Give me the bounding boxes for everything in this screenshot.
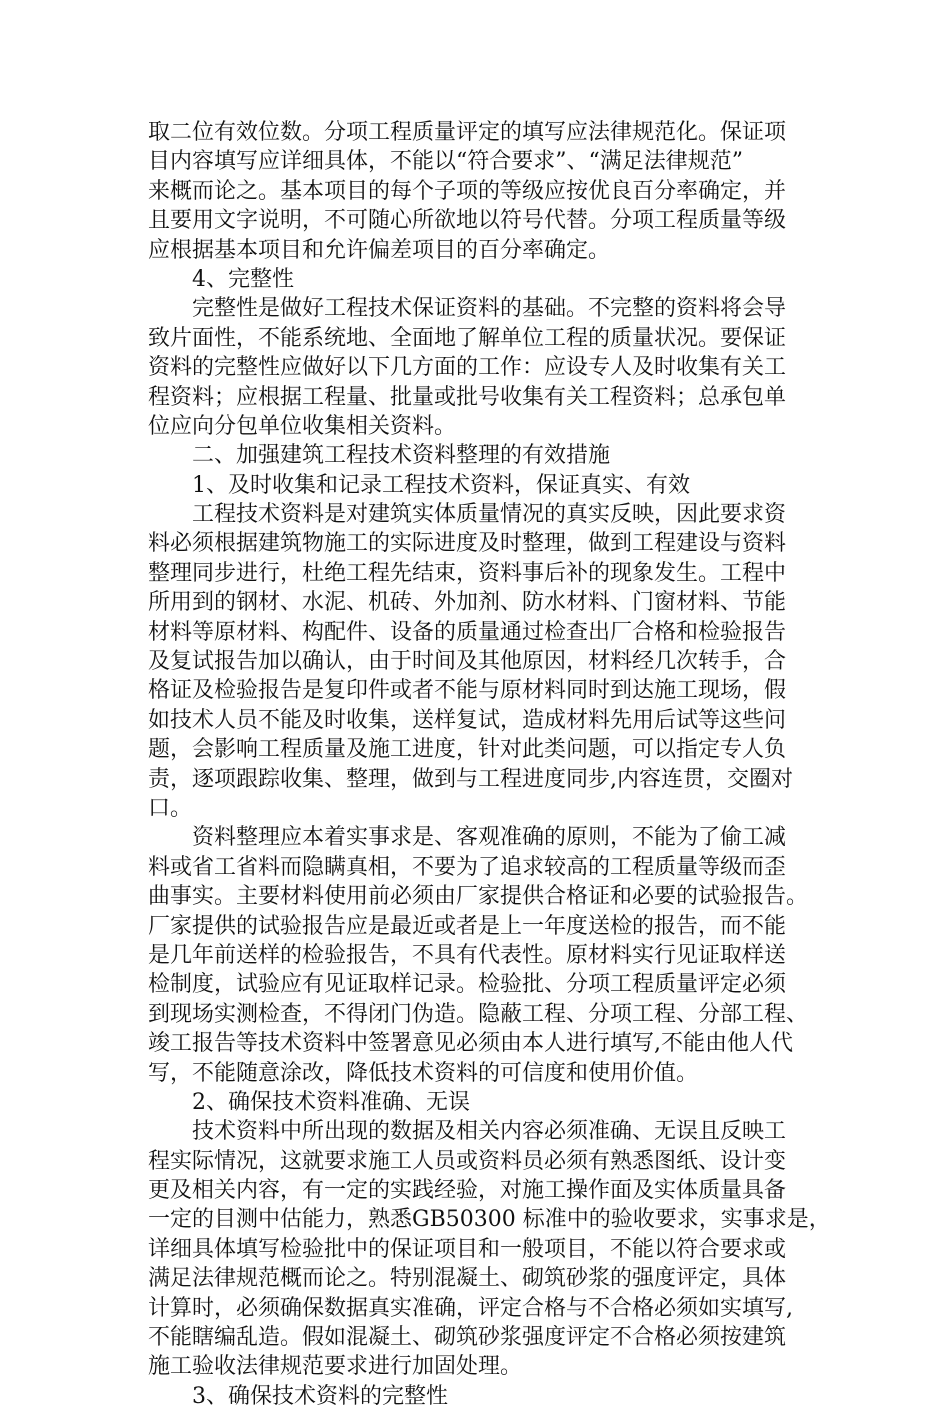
text-line: 不能瞎编乱造。假如混凝土、砌筑砂浆强度评定不合格必须按建筑	[148, 1325, 787, 1351]
text-line: 位应向分包单位收集相关资料。	[148, 413, 457, 439]
text-line: 满足法律规范概而论之。特别混凝土、砌筑砂浆的强度评定，具体	[148, 1266, 787, 1292]
text-line: 曲事实。主要材料使用前必须由厂家提供合格证和必要的试验报告。	[148, 884, 809, 910]
text-line: 如技术人员不能及时收集，送样复试，造成材料先用后试等这些问	[148, 707, 787, 733]
text-line: 口。	[148, 795, 193, 821]
text-line: 施工验收法律规范要求进行加固处理。	[148, 1354, 523, 1380]
text-line: 更及相关内容，有一定的实践经验，对施工操作面及实体质量具备	[148, 1178, 787, 1204]
text-line: 详细具体填写检验批中的保证项目和一般项目，不能以符合要求或	[148, 1236, 787, 1262]
text-line: 检制度，试验应有见证取样记录。检验批、分项工程质量评定必须	[148, 972, 787, 998]
text-line: 及复试报告加以确认，由于时间及其他原因，材料经几次转手，合	[148, 649, 787, 675]
text-line: 是几年前送样的检验报告，不具有代表性。原材料实行见证取样送	[148, 942, 787, 968]
text-line: 一定的目测中估能力，熟悉GB50300 标准中的验收要求，实事求是，	[148, 1207, 831, 1233]
text-line: 程实际情况，这就要求施工人员或资料员必须有熟悉图纸、设计变	[148, 1148, 787, 1174]
text-line: 目内容填写应详细具体，不能以“符合要求”、“满足法律规范”	[148, 149, 743, 175]
text-line: 致片面性，不能系统地、全面地了解单位工程的质量状况。要保证	[148, 325, 787, 351]
text-line: 计算时，必须确保数据真实准确，评定合格与不合格必须如实填写,	[148, 1295, 793, 1321]
text-line: 料必须根据建筑物施工的实际进度及时整理，做到工程建设与资料	[148, 531, 787, 557]
text-line: 技术资料中所出现的数据及相关内容必须准确、无误且反映工	[192, 1119, 787, 1145]
text-line: 资料整理应本着实事求是、客观准确的原则，不能为了偷工减	[192, 825, 787, 851]
document-body	[148, 118, 831, 1411]
text-line: 1、及时收集和记录工程技术资料，保证真实、有效	[192, 472, 690, 498]
text-line: 到现场实测检查，不得闭门伪造。隐蔽工程、分项工程、分部工程、	[148, 1001, 809, 1027]
text-line: 所用到的钢材、水泥、机砖、外加剂、防水材料、门窗材料、节能	[148, 590, 787, 616]
text-line: 材料等原材料、构配件、设备的质量通过检查出厂合格和检验报告	[148, 619, 787, 645]
text-line: 应根据基本项目和允许偏差项目的百分率确定。	[148, 237, 611, 263]
text-line: 题，会影响工程质量及施工进度，针对此类问题，可以指定专人负	[148, 737, 787, 763]
text-line: 资料的完整性应做好以下几方面的工作：应设专人及时收集有关工	[148, 355, 787, 381]
text-line: 写，不能随意涂改，降低技术资料的可信度和使用价值。	[148, 1060, 699, 1086]
text-line: 整理同步进行，杜绝工程先结束，资料事后补的现象发生。工程中	[148, 560, 787, 586]
text-line: 竣工报告等技术资料中签署意见必须由本人进行填写,不能由他人代	[148, 1031, 793, 1057]
text-line: 取二位有效位数。分项工程质量评定的填写应法律规范化。保证项	[148, 120, 787, 145]
text-line: 厂家提供的试验报告应是最近或者是上一年度送检的报告，而不能	[148, 913, 787, 939]
text-line: 来概而论之。基本项目的每个子项的等级应按优良百分率确定，并	[148, 178, 787, 204]
text-line: 责，逐项跟踪收集、整理，做到与工程进度同步,内容连贯，交圈对	[148, 766, 793, 792]
text-line: 格证及检验报告是复印件或者不能与原材料同时到达施工现场，假	[148, 678, 787, 704]
text-line: 料或省工省料而隐瞒真相，不要为了追求较高的工程质量等级而歪	[148, 854, 787, 880]
text-line: 完整性是做好工程技术保证资料的基础。不完整的资料将会导	[192, 296, 787, 322]
text-line: 3、确保技术资料的完整性	[192, 1383, 448, 1409]
text-line: 4、完整性	[192, 266, 294, 292]
text-line: 程资料；应根据工程量、批量或批号收集有关工程资料；总承包单	[148, 384, 787, 410]
text-line: 2、确保技术资料准确、无误	[192, 1089, 470, 1115]
text-line: 二、加强建筑工程技术资料整理的有效措施	[192, 443, 611, 469]
text-line: 工程技术资料是对建筑实体质量情况的真实反映，因此要求资	[192, 502, 787, 528]
text-line: 且要用文字说明，不可随心所欲地以符号代替。分项工程质量等级	[148, 208, 787, 234]
